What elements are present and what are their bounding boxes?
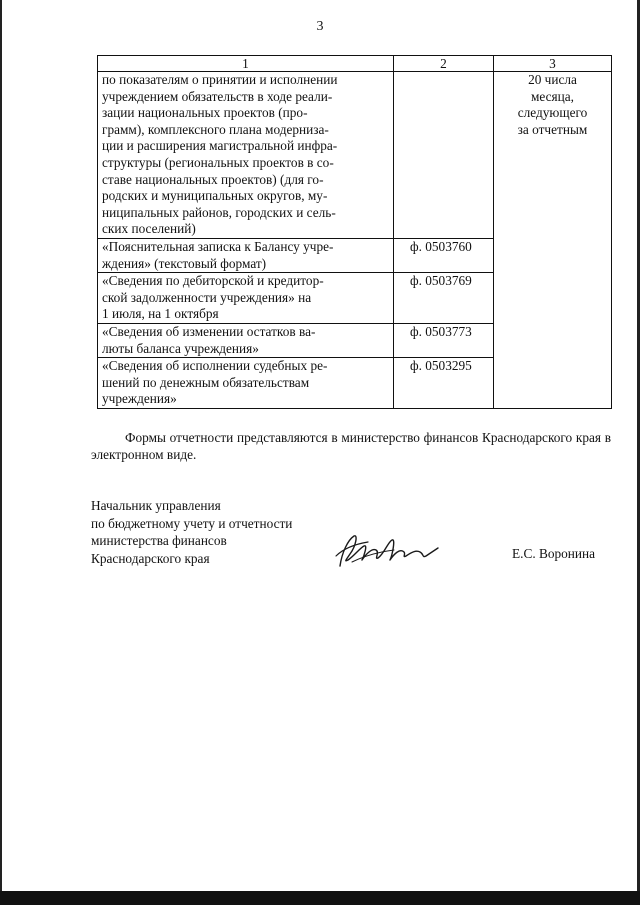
- form-name-line: ниципальных районов, городских и сель-: [102, 204, 336, 220]
- form-name-cell: [98, 238, 394, 272]
- page-number: 3: [316, 19, 324, 34]
- form-name-line: ждения» (текстовый формат): [102, 255, 267, 271]
- deadline-line: месяца,: [530, 88, 574, 104]
- deadline-line: следующего: [517, 105, 588, 121]
- form-name-line: ской задолженности учреждения» на: [102, 289, 312, 305]
- signer-block: [91, 497, 292, 567]
- signer-title-line: Краснодарского края: [91, 550, 210, 566]
- column-header-3: 3: [494, 56, 612, 72]
- form-code-cell: [394, 72, 494, 239]
- handwritten-signature: [334, 526, 444, 574]
- table-row: [98, 72, 612, 239]
- form-name-line: шений по денежным обязательствам: [102, 374, 310, 390]
- form-code-cell: ф. 0503773: [394, 323, 494, 357]
- deadline-line: 20 числа: [528, 72, 577, 87]
- signer-title-line: по бюджетному учету и отчетности: [91, 515, 293, 531]
- signer-name: Е.С. Воронина: [512, 546, 596, 561]
- column-header-2: 2: [394, 56, 494, 72]
- form-code-cell: ф. 0503769: [394, 273, 494, 324]
- form-name-line: 1 июля, на 1 октября: [102, 306, 219, 322]
- form-name-line: родских и муниципальных округов, му-: [102, 188, 328, 204]
- signer-title-line: министерства финансов: [91, 533, 227, 548]
- page-edge-bottom: [0, 891, 640, 905]
- form-code-cell: ф. 0503760: [394, 238, 494, 272]
- form-name-line: учреждения»: [102, 391, 177, 407]
- submission-note: Формы отчетности представляются в министерство финансов Краснодарского края в электронном виде.: [91, 430, 611, 462]
- form-name-cell: [98, 72, 394, 239]
- form-name-line: «Сведения об изменении остатков ва-: [102, 323, 316, 339]
- form-name-line: грамм), комплексного плана модерниза-: [102, 121, 329, 137]
- signer-title-line: Начальник управления: [91, 498, 221, 513]
- form-name-line: структуры (региональных проектов в со-: [102, 154, 334, 170]
- form-name-cell: [98, 358, 394, 409]
- column-header-1: 1: [98, 56, 394, 72]
- forms-table: [97, 55, 612, 409]
- form-name-line: ских поселений): [102, 221, 196, 237]
- form-name-line: ставе национальных проектов) (для го-: [102, 171, 324, 187]
- form-name-line: «Сведения об исполнении судебных ре-: [102, 358, 328, 374]
- form-name-line: «Сведения по дебиторской и кредитор-: [102, 273, 324, 289]
- form-name-line: зации национальных проектов (про-: [102, 105, 308, 121]
- form-name-line: учреждением обязательств в ходе реали-: [102, 88, 333, 104]
- form-name-cell: [98, 323, 394, 357]
- form-name-line: люты баланса учреждения»: [102, 340, 259, 356]
- page-edge-left: [0, 0, 2, 905]
- form-code-cell: ф. 0503295: [394, 358, 494, 409]
- form-name-cell: [98, 273, 394, 324]
- deadline-line: за отчетным: [517, 121, 588, 137]
- form-name-line: ции и расширения магистральной инфра-: [102, 138, 338, 154]
- form-name-line: «Пояснительная записка к Балансу учре-: [102, 238, 334, 254]
- table-header-row: [98, 56, 612, 72]
- form-name-line: по показателям о принятии и исполнении: [102, 72, 338, 87]
- deadline-cell: [494, 72, 612, 409]
